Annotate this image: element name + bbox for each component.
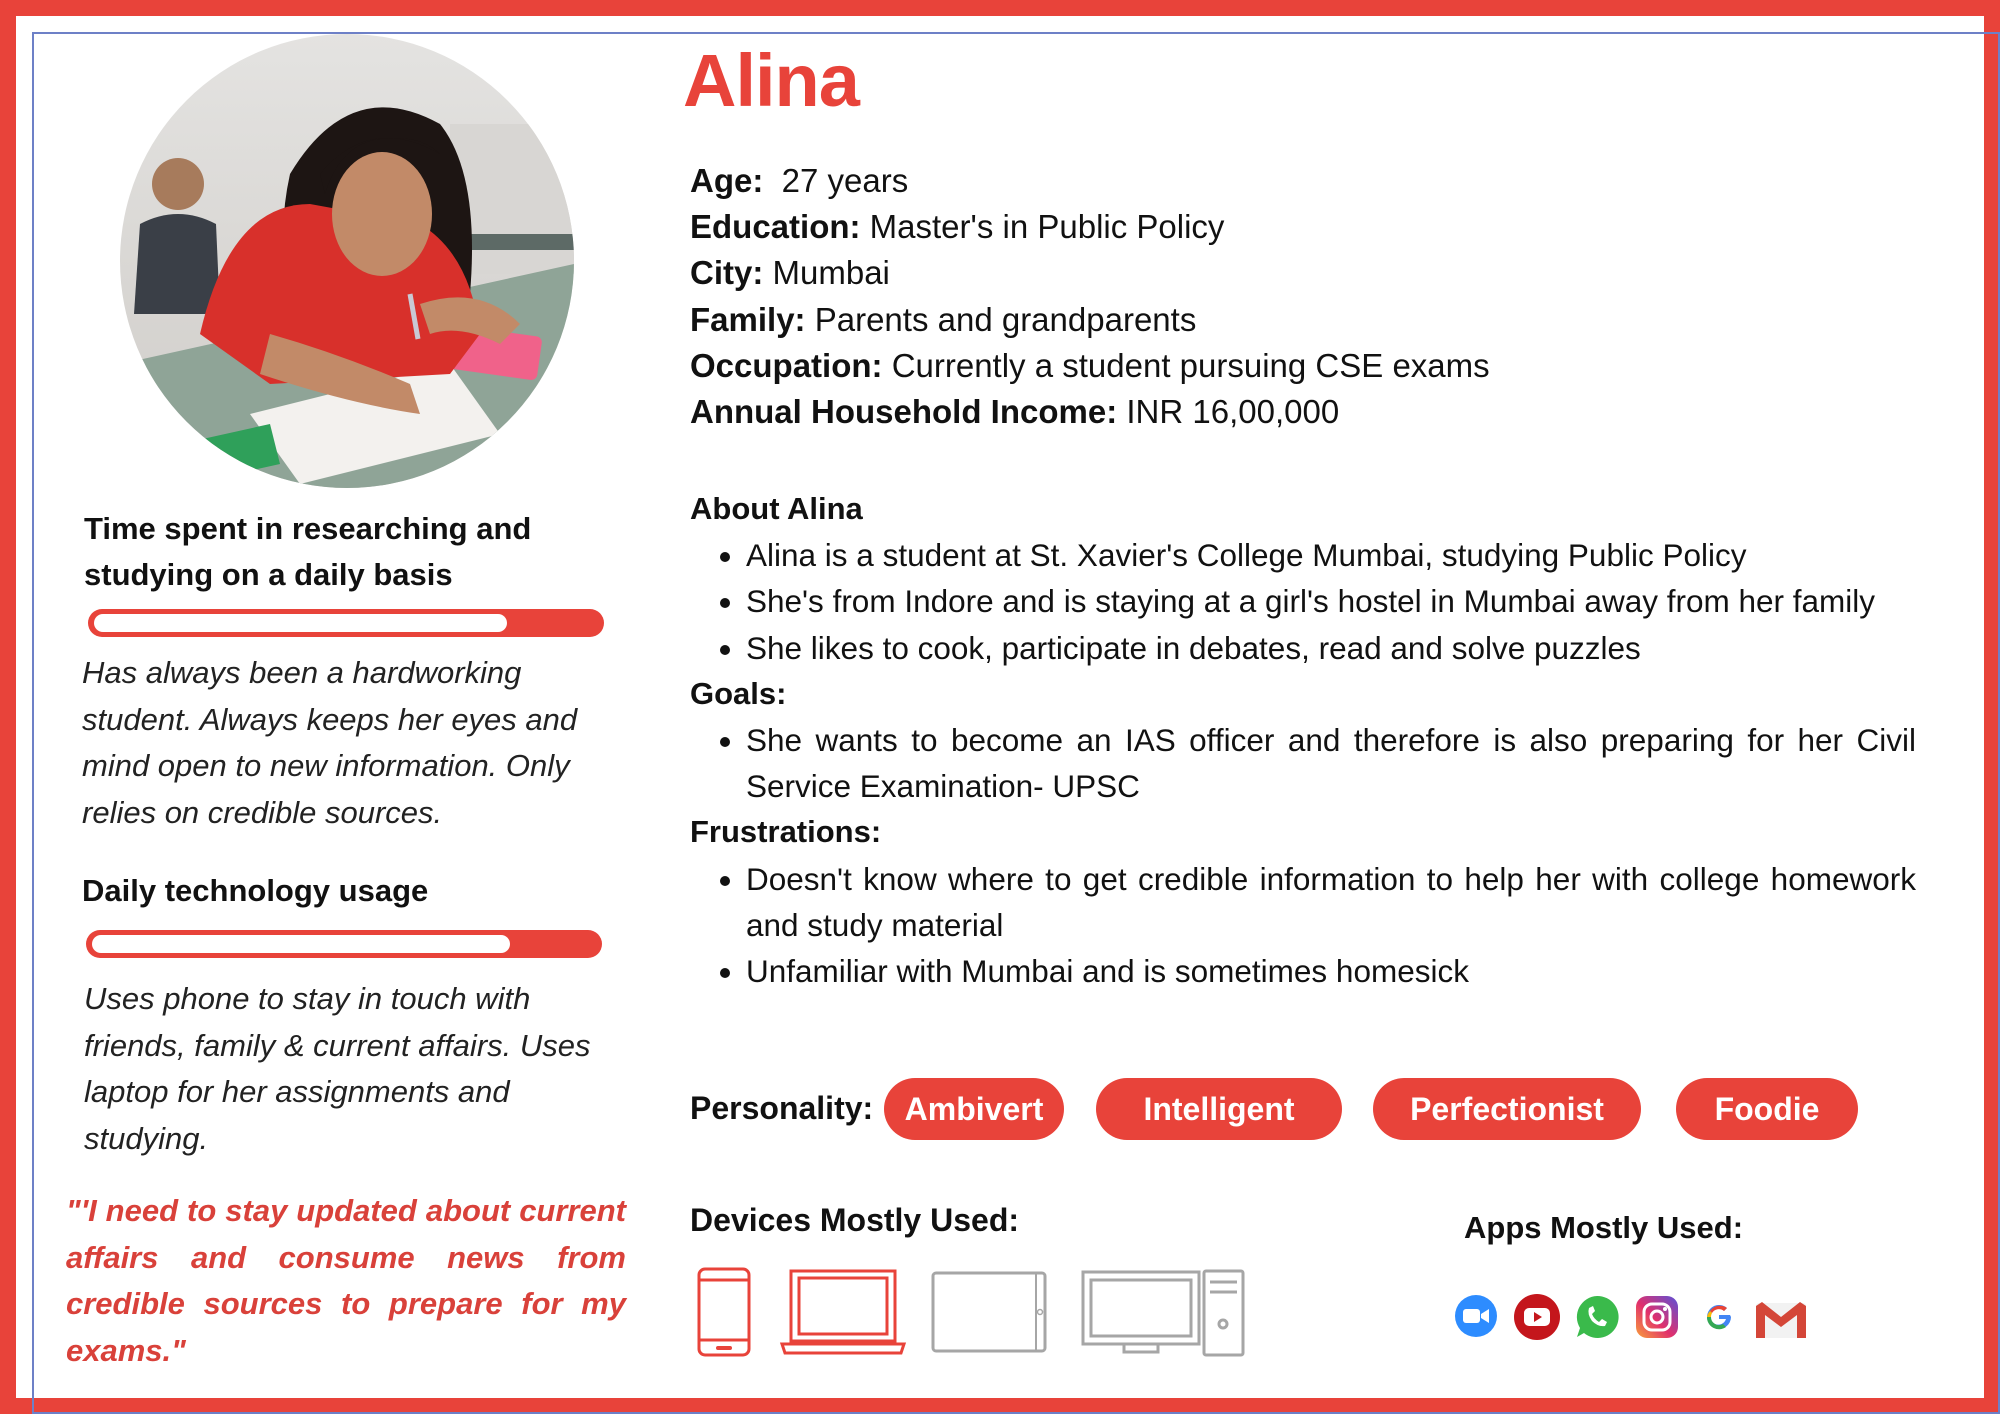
tech-level-bar (86, 930, 602, 958)
research-level-bar (88, 609, 604, 637)
goals-heading: Goals: (690, 675, 787, 711)
list-item: • Alina is a student at St. Xavier's College Mumbai, studying Public Policy (746, 532, 1916, 578)
persona-details (690, 158, 1490, 435)
trait-pill-foodie: Foodie (1676, 1078, 1858, 1140)
detail-occupation: Occupation: Currently a student pursuing CSE exams (690, 346, 1490, 384)
frustrations-heading: Frustrations: (690, 814, 882, 850)
personality-label: Personality: (690, 1090, 874, 1126)
detail-city: City: Mumbai (690, 254, 890, 292)
list-item: • She likes to cook, participate in debates, read and solve puzzles (746, 625, 1916, 671)
persona-name: Alina (683, 39, 859, 122)
tablet-icon (930, 1270, 1048, 1354)
persona-quote: "'I need to stay updated about current affairs and consume news from credible sources to prepare for my exams." (66, 1193, 626, 1368)
about-heading: About Alina (690, 491, 863, 526)
laptop-icon (779, 1268, 907, 1356)
persona-photo (120, 34, 574, 488)
list-item: • Unfamiliar with Mumbai and is sometimes homesick (746, 948, 1916, 994)
list-item: • She wants to become an IAS officer and therefore is also preparing for her Civil Service Examination- UPSC (746, 717, 1916, 809)
apps-label: Apps Mostly Used: (1464, 1210, 1744, 1245)
instagram-icon (1634, 1294, 1680, 1340)
main-content (690, 486, 1916, 994)
detail-education: Education: Master's in Public Policy (690, 208, 1225, 246)
trait-pill-intelligent: Intelligent (1096, 1078, 1342, 1140)
detail-age: Age: 27 years (690, 162, 909, 199)
tech-level-fill (92, 935, 510, 953)
youtube-icon (1513, 1293, 1561, 1341)
list-item: • Doesn't know where to get credible information to help her with college homework and study material (746, 856, 1916, 948)
whatsapp-icon (1574, 1294, 1620, 1340)
detail-family: Family: Parents and grandparents (690, 300, 1197, 338)
desktop-computer-icon (1080, 1268, 1246, 1358)
frustrations-list (690, 856, 1916, 995)
research-level-fill (94, 614, 507, 632)
trait-pill-ambivert: Ambivert (884, 1078, 1064, 1140)
tech-description: Uses phone to stay in touch with friends, family & current affairs. Uses laptop for her assignments and studying. (84, 981, 591, 1156)
zoom-icon (1454, 1294, 1498, 1338)
tech-heading: Daily technology usage (82, 873, 429, 908)
goals-list (690, 717, 1916, 809)
about-list (690, 532, 1916, 671)
gmail-icon (1754, 1300, 1808, 1340)
research-description: Has always been a hardworking student. Always keeps her eyes and mind open to new information. Only relies on credible sources. (82, 655, 578, 830)
devices-label: Devices Mostly Used: (690, 1202, 1020, 1238)
detail-income: Annual Household Income: INR 16,00,000 (690, 393, 1340, 431)
google-icon (1704, 1302, 1734, 1332)
research-heading: Time spent in researching and studying on a daily basis (84, 511, 532, 592)
smartphone-icon (696, 1266, 752, 1358)
list-item: • She's from Indore and is staying at a girl's hostel in Mumbai away from her family (746, 578, 1916, 624)
trait-pill-perfectionist: Perfectionist (1373, 1078, 1641, 1140)
